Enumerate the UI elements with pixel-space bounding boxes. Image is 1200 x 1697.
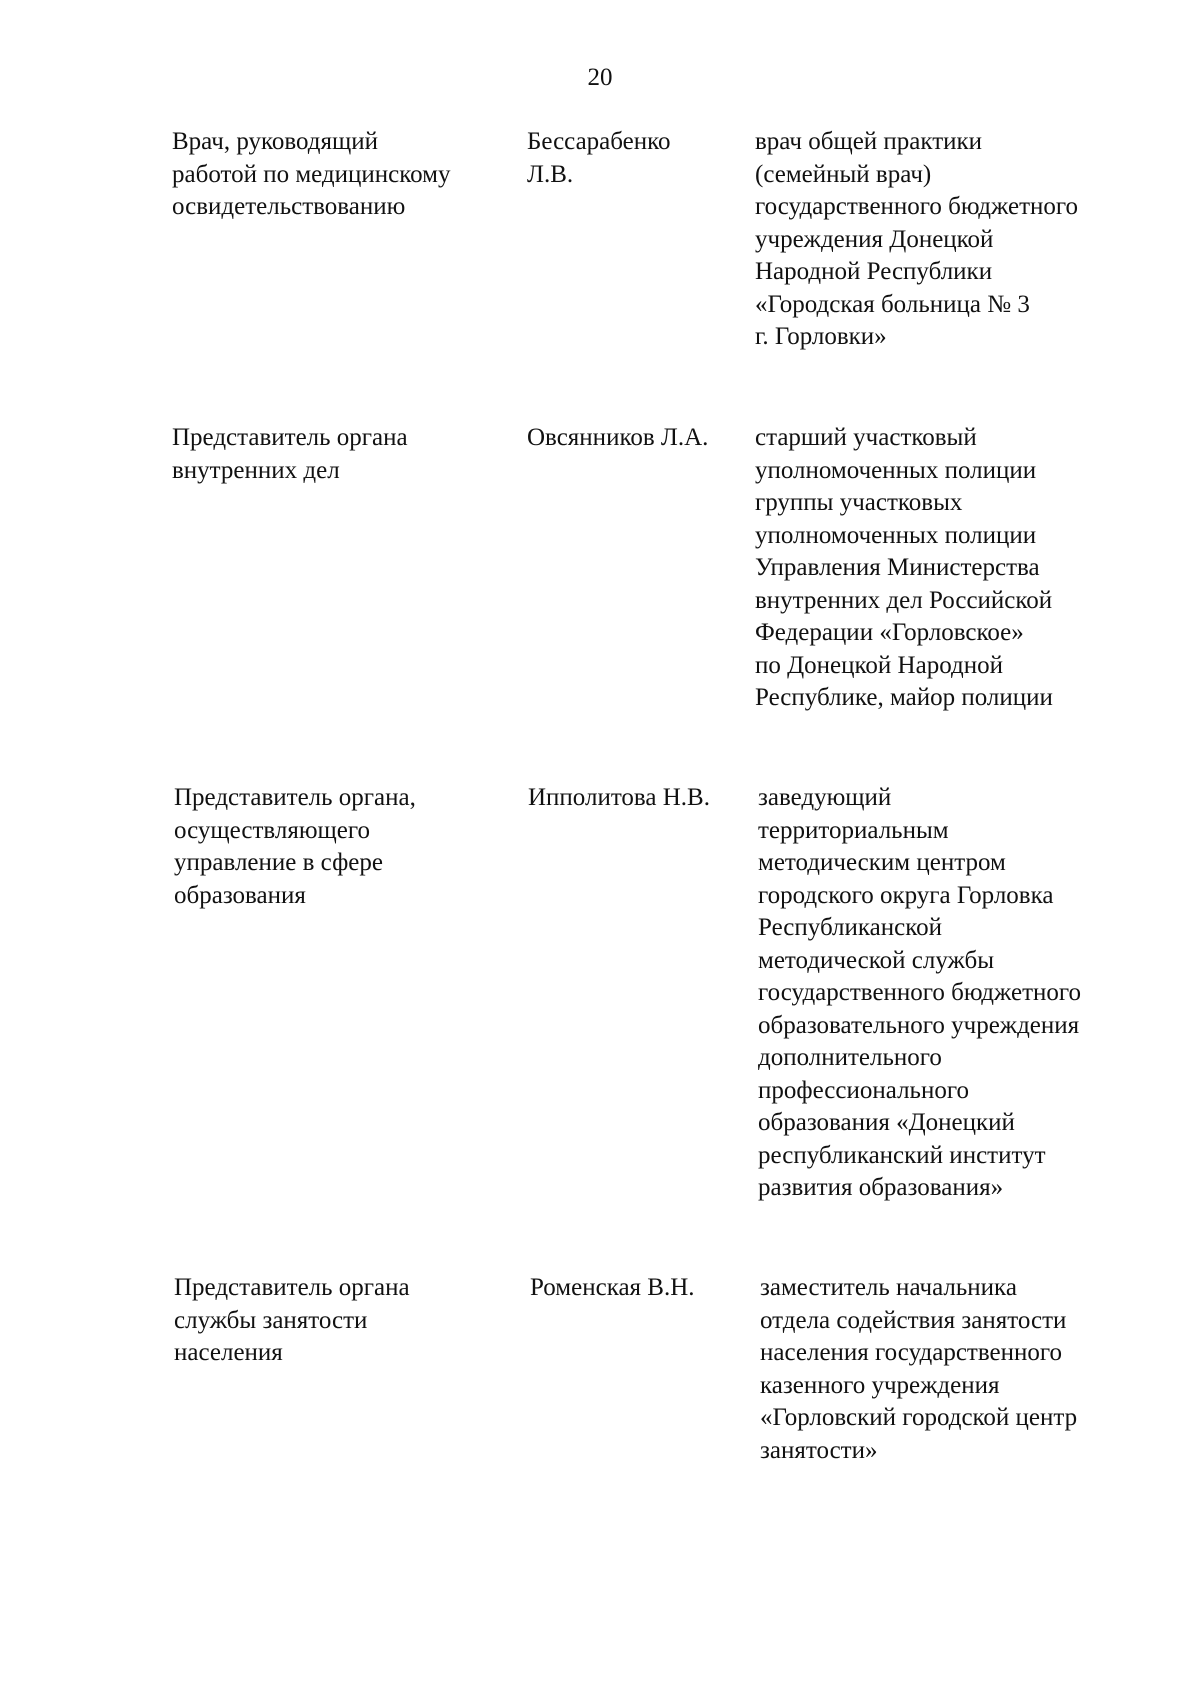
member-position-line: Республике, майор полиции <box>755 684 1053 711</box>
member-position-line: Управления Министерства <box>755 554 1040 581</box>
member-position-line: профессионального <box>758 1076 969 1104</box>
member-position-line: образовательного учреждения <box>758 1011 1080 1039</box>
member-position-line: республиканский институт <box>758 1141 1046 1169</box>
member-position-line: отдела содействия занятости <box>760 1306 1067 1334</box>
member-position-line: Республиканской <box>758 914 942 941</box>
member-position-line: Народной Республики <box>755 258 993 285</box>
member-position-line: занятости» <box>760 1436 878 1464</box>
member-position-line: внутренних дел Российской <box>755 586 1053 614</box>
member-position-line: государственного бюджетного <box>758 979 1081 1006</box>
member-role-line: работой по медицинскому <box>172 160 451 188</box>
member-position-line: г. Горловки» <box>755 323 887 350</box>
member-position-line: казенного учреждения <box>760 1371 1000 1399</box>
member-position-line: методическим центром <box>758 849 1006 876</box>
member-name-line: Л.В. <box>527 160 574 188</box>
member-role <box>172 422 512 487</box>
member-role-line: Представитель органа <box>172 424 408 451</box>
member-role-line: управление в сфере <box>174 849 383 876</box>
member-position-line: старший участковый <box>755 424 977 451</box>
member-position-line: населения государственного <box>760 1339 1062 1366</box>
member-position-line: (семейный врач) <box>755 160 932 188</box>
member-position <box>760 1272 1160 1467</box>
member-name-line: Овсянников Л.А. <box>527 424 709 451</box>
member-role <box>174 782 514 912</box>
member-position-line: заведующий <box>758 784 892 811</box>
member-position-line: Федерации «Горловское» <box>755 619 1024 646</box>
member-role <box>172 126 512 224</box>
member-position-line: «Горловский городской центр <box>760 1404 1078 1431</box>
member-position-line: территориальным <box>758 816 949 844</box>
member-name-line: Роменская В.Н. <box>530 1274 695 1301</box>
member-name-line: Ипполитова Н.В. <box>528 784 710 811</box>
member-position-line: образования «Донецкий <box>758 1109 1015 1136</box>
member-position-line: врач общей практики <box>755 128 983 155</box>
member-role-line: осуществляющего <box>174 816 370 844</box>
member-role <box>174 1272 514 1370</box>
member-position-line: дополнительного <box>758 1044 942 1071</box>
member-position-line: методической службы <box>758 946 994 974</box>
member-name <box>528 782 738 815</box>
member-role-line: внутренних дел <box>172 456 340 484</box>
member-position-line: развития образования» <box>758 1174 1004 1201</box>
member-name <box>527 126 737 191</box>
page-number: 20 <box>587 64 613 91</box>
member-position-line: учреждения Донецкой <box>755 225 994 253</box>
member-role-line: населения <box>174 1339 283 1366</box>
member-role-line: службы занятости <box>174 1306 368 1334</box>
member-name-line: Бессарабенко <box>527 128 671 155</box>
member-position <box>755 126 1155 354</box>
member-role-line: Представитель органа <box>174 1274 410 1301</box>
member-role-line: Врач, руководящий <box>172 128 379 155</box>
member-position <box>755 422 1155 715</box>
member-position-line: группы участковых <box>755 489 963 516</box>
member-position-line: уполномоченных полиции <box>755 456 1037 484</box>
member-role-line: освидетельствованию <box>172 193 406 220</box>
member-name <box>530 1272 740 1305</box>
member-name <box>527 422 737 455</box>
member-position-line: государственного бюджетного <box>755 193 1078 220</box>
member-position-line: уполномоченных полиции <box>755 521 1037 549</box>
member-position <box>758 782 1158 1205</box>
member-role-line: образования <box>174 881 306 909</box>
member-position-line: городского округа Горловка <box>758 881 1054 909</box>
member-position-line: по Донецкой Народной <box>755 651 1003 679</box>
member-position-line: «Городская больница № 3 <box>755 290 1030 318</box>
member-role-line: Представитель органа, <box>174 784 416 811</box>
member-position-line: заместитель начальника <box>760 1274 1017 1301</box>
